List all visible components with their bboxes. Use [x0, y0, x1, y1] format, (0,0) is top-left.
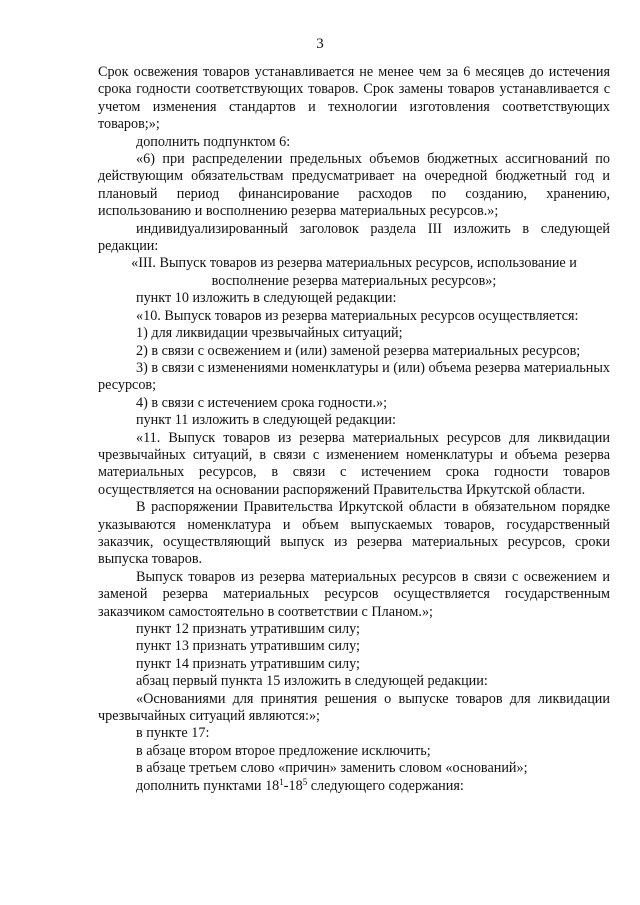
paragraph-16: пункт 12 признать утратившим силу;: [136, 621, 360, 637]
paragraph-11: 4) в связи с истечением срока годности.»;: [136, 394, 388, 411]
paragraph-18: пункт 14 признать утратившим силу;: [136, 655, 360, 672]
paragraph-13: «11. Выпуск товаров из резерва материальных ресурсов для ликвидации чрезвычайных ситуаций, в связи с изменением номенклатуры и объема резерва материальных ресурсов, в связи с истечением срока годности товаров осуществляется на основании распоряжений Правительства Иркутской области.: [98, 429, 610, 498]
paragraph-19: абзац первый пункта 15 изложить в следующей редакции:: [136, 673, 488, 690]
document-body: [98, 64, 610, 795]
paragraph-9: 2) в связи с освежением и (или) заменой резерва материальных ресурсов;: [136, 342, 581, 359]
paragraph-15: Выпуск товаров из резерва материальных ресурсов в связи с освежением и заменой резерва материальных ресурсов осуществляется государственным заказчиком самостоятельно в соответствии с Планом.»;: [98, 568, 610, 620]
paragraph-12: пункт 11 изложить в следующей редакции:: [136, 412, 396, 429]
paragraph-7: «10. Выпуск товаров из резерва материальных ресурсов осуществляется:: [136, 307, 579, 324]
page-number: 3: [316, 36, 324, 52]
paragraph-17: пункт 13 признать утратившим силу;: [136, 638, 360, 655]
paragraph-1: Срок освежения товаров устанавливается не менее чем за 6 месяцев до истечения срока годности соответствующих товаров. Срок замены товаров устанавливается с учетом изменения стандартов и технологии изготовления соответствующих товаров;»;: [98, 64, 610, 133]
paragraph-23: в абзаце третьем слово «причин» заменить словом «оснований»;: [136, 760, 528, 777]
paragraph-2: дополнить подпунктом 6:: [136, 133, 291, 150]
paragraph-22: в абзаце втором второе предложение исключить;: [136, 742, 431, 759]
paragraph-21: в пункте 17:: [136, 725, 210, 742]
paragraph-10: 3) в связи с изменениями номенклатуры и (или) объема резерва материальных ресурсов;: [98, 359, 610, 394]
paragraph-last: дополнить пунктами $18^1-18^5$ следующего содержания:: [136, 776, 464, 794]
paragraph-20: «Основаниями для принятия решения о выпуске товаров для ликвидации чрезвычайных ситуаций являются:»;: [98, 690, 610, 725]
paragraph-5: «III. Выпуск товаров из резерва материальных ресурсов, использование и восполнение резерва материальных ресурсов»;: [131, 255, 577, 289]
paragraph-14: В распоряжении Правительства Иркутской области в обязательном порядке указываются номенклатура и объем выпускаемых товаров, государственный заказчик, осуществляющий выпуск из резерва материальных ресурсов, сроки выпуска товаров.: [98, 499, 610, 568]
paragraph-3: «6) при распределении предельных объемов бюджетных ассигнований по действующим обязательствам предусматривает на очередной бюджетный год и плановый период финансирование расходов по созданию, хранению, использованию и восполнению резерва материальных ресурсов.»;: [98, 151, 610, 220]
paragraph-8: 1) для ликвидации чрезвычайных ситуаций;: [136, 325, 403, 342]
paragraph-6: пункт 10 изложить в следующей редакции:: [136, 290, 397, 307]
paragraph-4: индивидуализированный заголовок раздела III изложить в следующей редакции:: [98, 220, 610, 255]
